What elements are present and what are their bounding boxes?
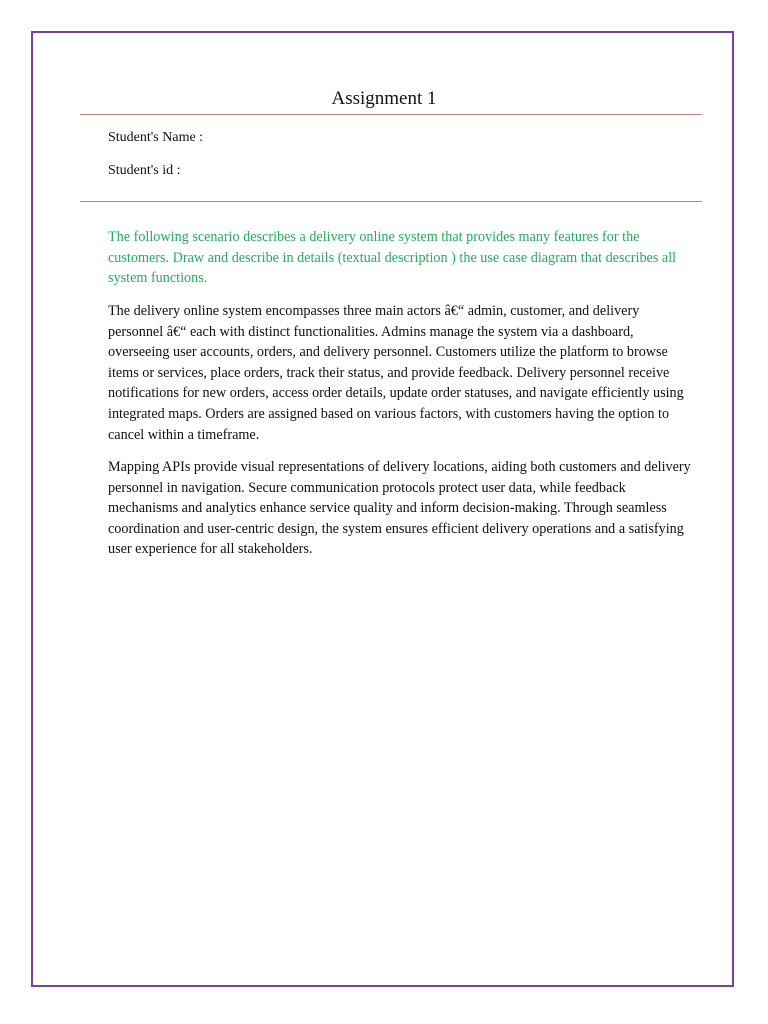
scenario-paragraph-1: The delivery online system encompasses three main actors â€“ admin, customer, and delivery personnel â€“ each with distinct functionalities. Admins manage the system via a dashboard, overseeing user accounts, orders, and delivery personnel. Customers utilize the platform to browse items or services, place orders, track their status, and provide feedback. Delivery personnel receive notifications for new orders, access order details, update order statuses, and navigate efficiently using integrated maps. Orders are assigned based on various factors, with customers having the option to cancel within a timeframe. — [108, 303, 684, 443]
scenario-paragraph-2: Mapping APIs provide visual representations of delivery locations, aiding both customers and delivery personnel in navigation. Secure communication protocols protect user data, while feedback mechanisms and analytics enhance service quality and inform decision-making. Through seamless coordination and user-centric design, the system ensures efficient delivery operations and a satisfying user experience for all stakeholders. — [108, 459, 691, 558]
student-id-field: Student's id : — [108, 163, 181, 178]
instruction-paragraph: The following scenario describes a delivery online system that provides many features for the customers. Draw and describe in details (textual description ) the use case diagram that describes all system functions. — [108, 229, 677, 287]
header-divider — [80, 201, 702, 202]
document-title: Assignment 1 — [331, 88, 437, 109]
title-divider — [80, 114, 702, 115]
student-name-field: Student's Name : — [108, 130, 204, 145]
